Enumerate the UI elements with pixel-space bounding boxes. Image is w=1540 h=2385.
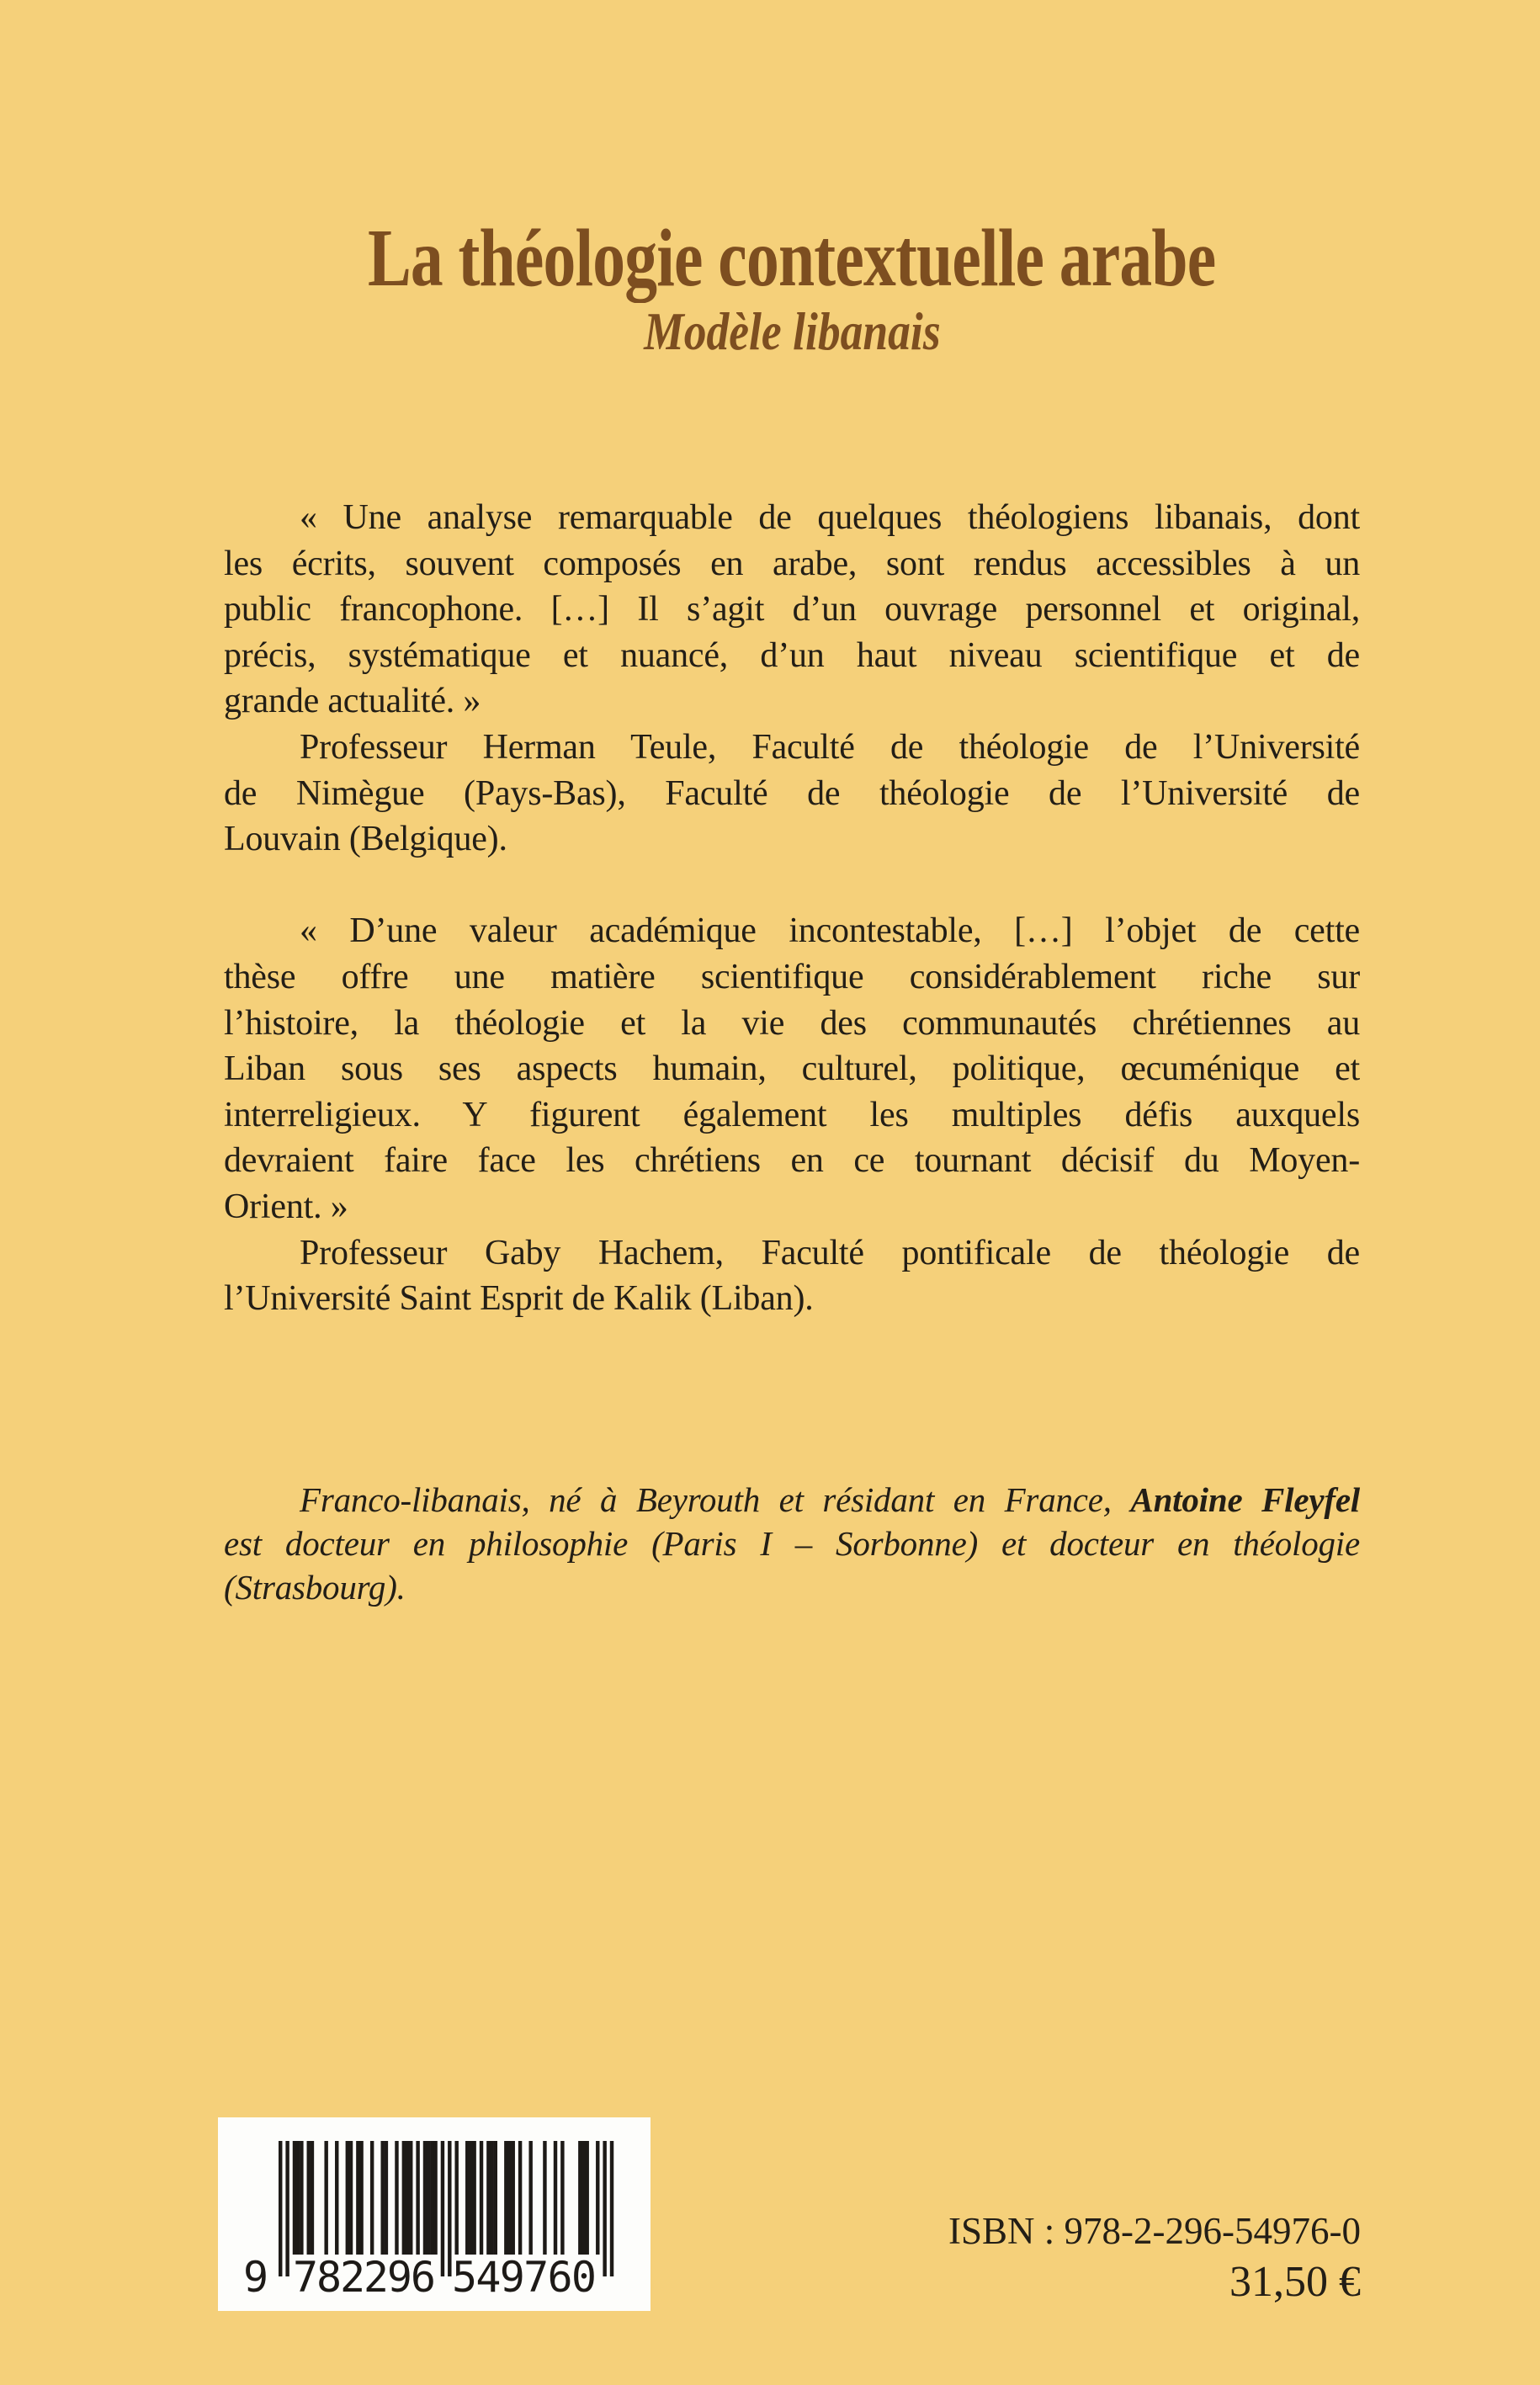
isbn-number: ISBN : 978-2-296-54976-0 — [948, 2210, 1361, 2252]
quote-herman-teule-line: public francophone. […] Il s’agit d’un ouvrage personnel et original, — [224, 590, 1360, 629]
book-subtitle-text: Modèle libanais — [643, 302, 941, 362]
quote-herman-teule-line: les écrits, souvent composés en arabe, sont rendus accessibles à un — [224, 544, 1360, 583]
book-title-text: La théologie contextuelle arabe — [368, 212, 1216, 303]
attribution-herman-teule-line: Professeur Herman Teule, Faculté de théologie de l’Université — [300, 727, 1360, 767]
attribution-gaby-hachem-line: Professeur Gaby Hachem, Faculté pontificale de théologie de — [300, 1233, 1360, 1272]
quote-gaby-hachem-line: Liban sous ses aspects humain, culturel, politique, œcuménique et — [224, 1049, 1360, 1089]
quote-gaby-hachem-line: devraient faire face les chrétiens en ce tournant décisif du Moyen- — [224, 1141, 1360, 1181]
quote-herman-teule-line: précis, systématique et nuancé, d’un haut niveau scientifique et de — [224, 635, 1360, 675]
bio-text: Franco-libanais, né à Beyrouth et résidant en France, — [300, 1480, 1131, 1519]
quote-gaby-hachem-line: thèse offre une matière scientifique considérablement riche sur — [224, 957, 1360, 996]
author-name-bold: Antoine Fleyfel — [1130, 1480, 1361, 1519]
bio-line — [224, 1522, 1360, 1565]
book-subtitle — [22, 301, 1540, 362]
quote-gaby-hachem-line: l’histoire, la théologie et la vie des communautés chrétiennes au — [224, 1003, 1360, 1043]
quote-gaby-hachem-line: « D’une valeur académique incontestable, […] l’objet de cette — [300, 911, 1360, 951]
book-title — [22, 211, 1540, 305]
svg-text:549760: 549760 — [452, 2253, 597, 2302]
author-bio — [224, 1478, 1360, 1609]
paragraph-spacer — [224, 863, 1360, 909]
quote-herman-teule-line: « Une analyse remarquable de quelques théologiens libanais, dont — [300, 498, 1360, 537]
attribution-gaby-hachem-line: l’Université Saint Esprit de Kalik (Liban). — [224, 1279, 814, 1319]
attribution-herman-teule-line: Louvain (Belgique). — [224, 820, 507, 859]
bio-text: (Strasbourg). — [224, 1568, 406, 1607]
quote-gaby-hachem-line: Orient. » — [224, 1187, 348, 1226]
bio-text: est docteur en philosophie (Paris I – Sorbonne) et docteur en théologie — [224, 1524, 1360, 1563]
svg-text:782296: 782296 — [293, 2253, 436, 2302]
svg-text:9: 9 — [243, 2253, 269, 2302]
bio-line — [224, 1565, 1360, 1609]
quote-herman-teule-line: grande actualité. » — [224, 682, 481, 721]
quote-gaby-hachem-line: interreligieux. Y figurent également les multiples défis auxquels — [224, 1095, 1360, 1134]
bio-line — [224, 1478, 1360, 1522]
footer-info — [224, 2208, 1361, 2308]
attribution-herman-teule-line: de Nimègue (Pays-Bas), Faculté de théologie de l’Université de — [224, 773, 1360, 813]
review-quotes — [224, 495, 1360, 1322]
price: 31,50 € — [1229, 2258, 1361, 2306]
